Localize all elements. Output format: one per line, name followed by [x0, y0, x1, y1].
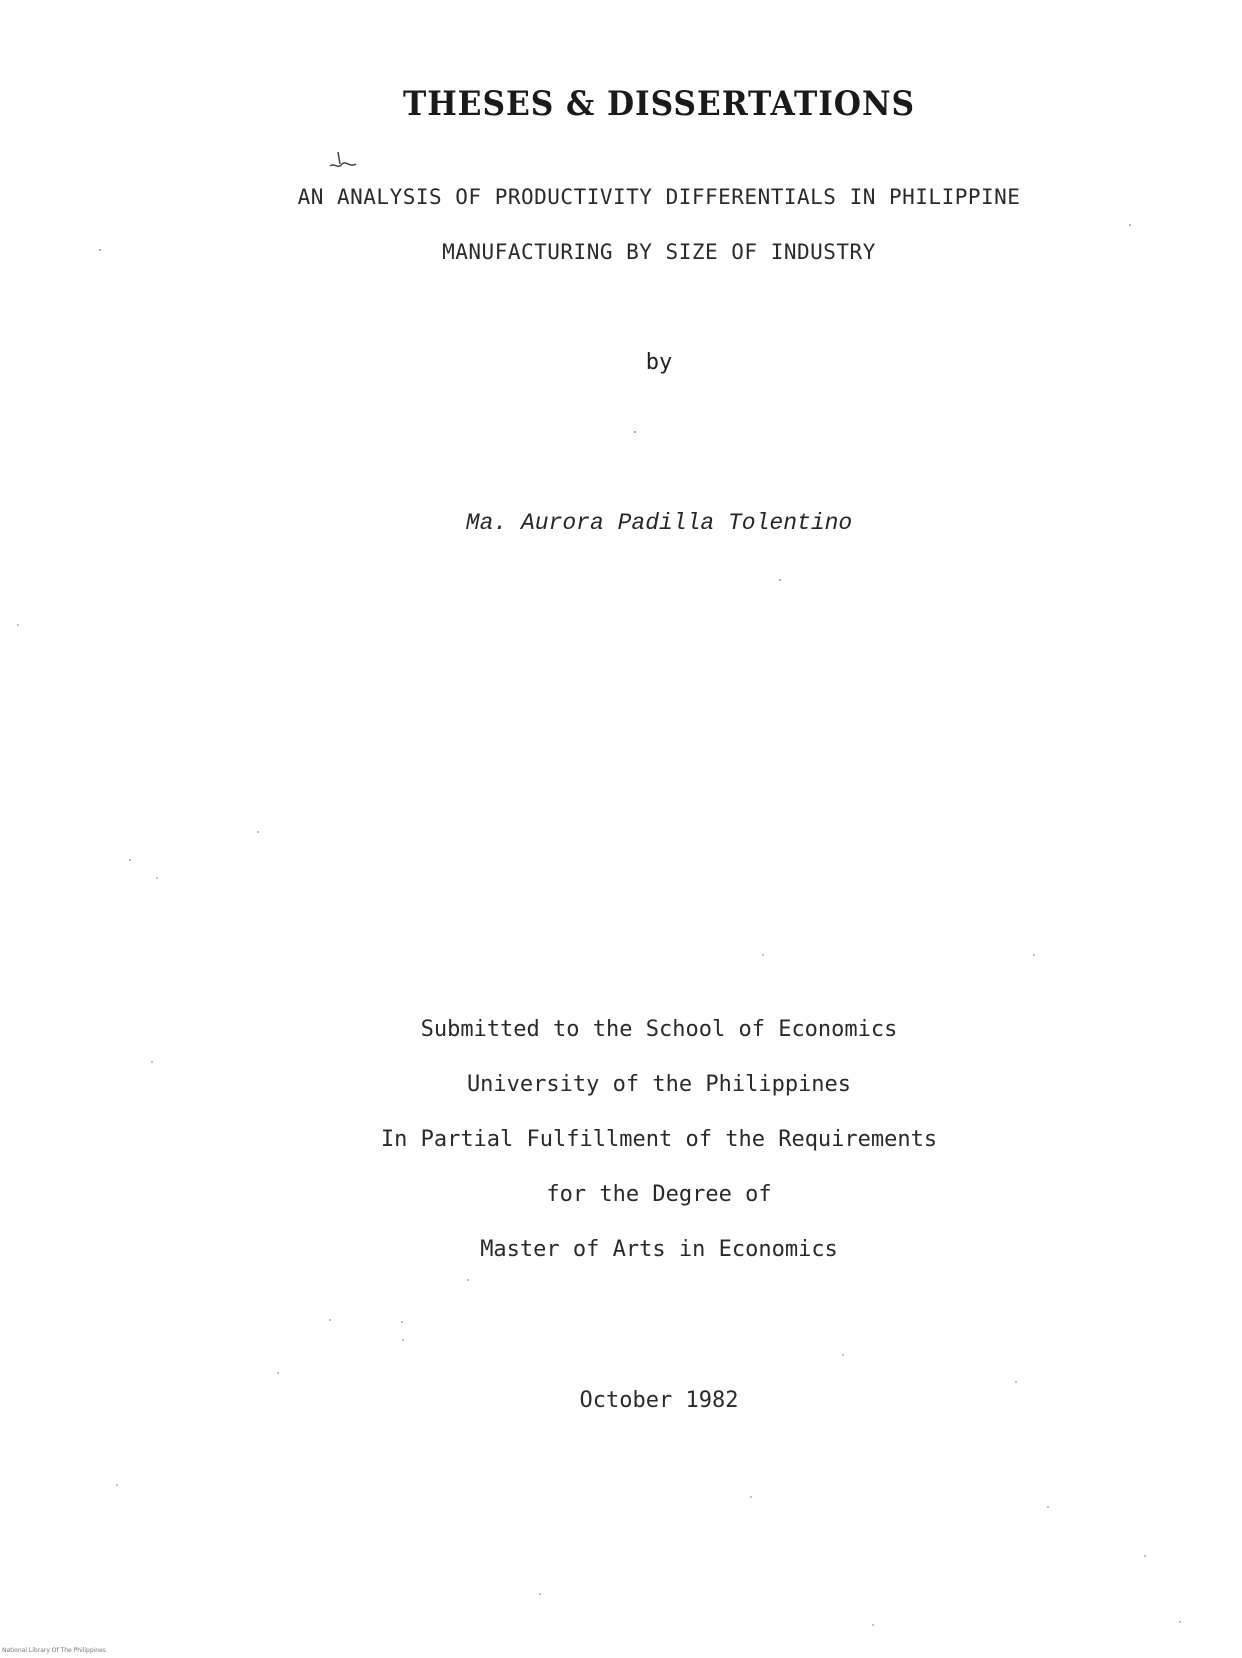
submission-line-5: Master of Arts in Economics — [480, 1237, 838, 1262]
scan-footer-text: National Library Of The Philippines — [2, 1647, 106, 1654]
submission-line-1: Submitted to the School of Economics — [420, 1017, 898, 1042]
theses-dissertations-stamp: THESES & DISSERTATIONS — [403, 84, 915, 124]
submission-line-2: University of the Philippines — [466, 1072, 852, 1097]
by-label: by — [645, 350, 673, 375]
submission-line-4: for the Degree of — [546, 1182, 772, 1207]
thesis-title-line-1: AN ANALYSIS OF PRODUCTIVITY DIFFERENTIALS IN PHILIPPINE — [297, 185, 1021, 209]
author-name: Ma. Aurora Padilla Tolentino — [465, 510, 853, 536]
submission-date: October 1982 — [579, 1388, 739, 1413]
thesis-title-line-2: MANUFACTURING BY SIZE OF INDUSTRY — [442, 240, 876, 264]
submission-line-3: In Partial Fulfillment of the Requirements — [380, 1127, 938, 1152]
